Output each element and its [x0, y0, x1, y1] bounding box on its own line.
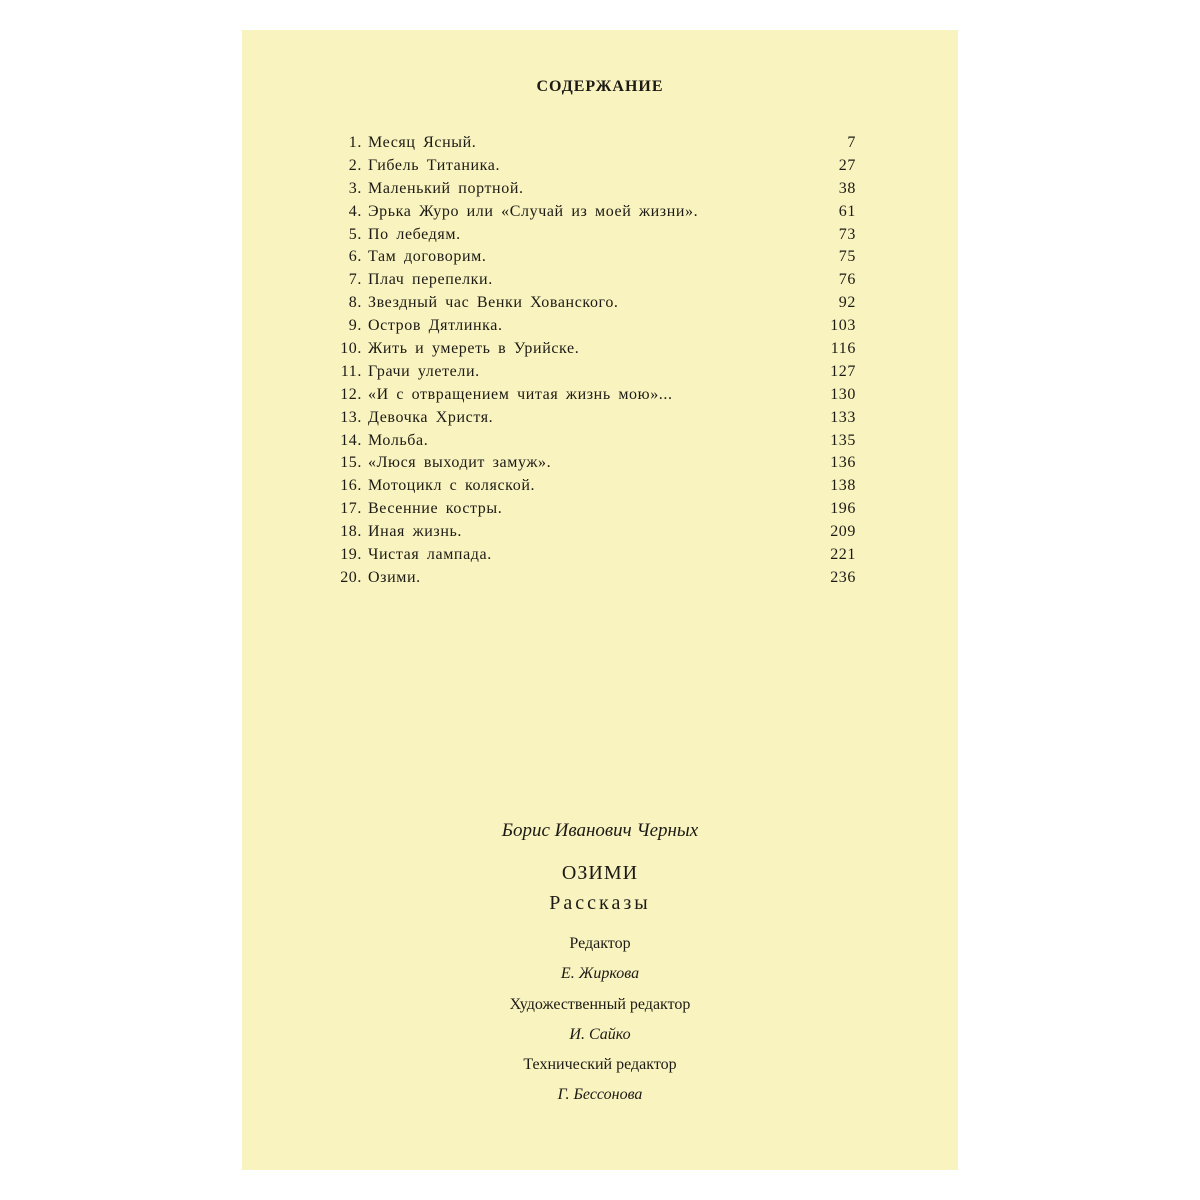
- toc-item-title: Жить и умереть в Урийске.: [368, 340, 580, 358]
- toc-item-title: Эрька Журо или «Случай из моей жизни».: [368, 202, 699, 220]
- toc-item-number: 20.: [340, 568, 362, 586]
- toc-item: [324, 363, 856, 386]
- toc-item: [324, 180, 856, 203]
- toc-item-page: 73: [838, 225, 856, 243]
- toc-item: [324, 340, 856, 363]
- toc-item: [324, 386, 856, 409]
- toc-item-page: 92: [838, 294, 856, 312]
- toc-item: [324, 546, 856, 569]
- toc-item-page: 7: [847, 134, 856, 151]
- toc-item-title: Остров Дятлинка.: [368, 317, 503, 335]
- toc-item-title: Плач перепелки.: [368, 271, 493, 289]
- toc-item-number: 5.: [348, 225, 362, 243]
- toc-item-page: 27: [838, 156, 856, 174]
- toc-item-title: Там договорим.: [368, 248, 487, 266]
- toc-item-number: 11.: [340, 362, 362, 380]
- toc-item: [324, 157, 856, 180]
- toc-item-title: Девочка Христя.: [368, 408, 494, 426]
- toc-item-title: Звездный час Венки Хованского.: [368, 294, 619, 312]
- toc-item-title: Мотоцикл с коляской.: [368, 477, 536, 495]
- toc-item-number: 13.: [340, 408, 362, 426]
- toc-item: [324, 203, 856, 226]
- toc-item-page: 133: [830, 408, 856, 426]
- toc-item-title: Маленький портной.: [368, 179, 524, 197]
- toc-item-number: 16.: [340, 477, 362, 495]
- toc-item-page: 130: [830, 385, 856, 403]
- toc-item-page: 138: [830, 477, 856, 495]
- toc-item-page: 103: [830, 317, 856, 335]
- toc-item-title: Грачи улетели.: [368, 362, 480, 380]
- toc-item-page: 136: [830, 454, 856, 472]
- toc-item-number: 12.: [340, 385, 362, 403]
- toc-item: [324, 523, 856, 546]
- toc-item-page: 236: [830, 568, 856, 586]
- toc-item-number: 15.: [340, 454, 362, 472]
- toc-item-number: 7.: [348, 271, 362, 289]
- toc-item-title: По лебедям.: [368, 225, 461, 243]
- toc-item-page: 221: [830, 546, 856, 564]
- toc-item: [324, 477, 856, 500]
- toc-item: [324, 432, 856, 455]
- toc-item-page: 196: [830, 500, 856, 518]
- toc-item-number: 8.: [348, 294, 362, 312]
- book-subtitle: Рассказы: [549, 892, 651, 914]
- book-title: ОЗИМИ: [561, 862, 639, 884]
- toc-item: [324, 271, 856, 294]
- toc-item-page: 76: [838, 271, 856, 289]
- toc-item-title: Иная жизнь.: [368, 523, 462, 541]
- toc-item-title: Месяц Ясный.: [368, 134, 477, 151]
- toc-item-number: 9.: [348, 317, 362, 335]
- art-editor-name: И. Сайко: [569, 1026, 631, 1043]
- toc-item-number: 6.: [348, 248, 362, 266]
- toc-item-title: Озими.: [368, 568, 421, 586]
- toc-heading: СОДЕРЖАНИЕ: [536, 78, 664, 95]
- toc-item-title: «И с отвращением читая жизнь мою»...: [368, 385, 673, 403]
- toc-item-title: Весенние костры.: [368, 500, 503, 518]
- toc-item-number: 18.: [340, 523, 362, 541]
- toc-item-page: 116: [830, 340, 856, 358]
- toc-item-page: 75: [838, 248, 856, 266]
- toc-item: [324, 294, 856, 317]
- toc-item-number: 14.: [340, 431, 362, 449]
- toc-item-title: Гибель Титаника.: [368, 156, 501, 174]
- toc-item: [324, 317, 856, 340]
- tech-editor-label: Технический редактор: [523, 1056, 677, 1073]
- toc-item: [324, 500, 856, 523]
- toc-item-number: 17.: [340, 500, 362, 518]
- toc-item-title: Мольба.: [368, 431, 429, 449]
- toc-item-number: 4.: [348, 202, 362, 220]
- toc-item-title: Чистая лампада.: [368, 546, 492, 564]
- toc-item-number: 1.: [348, 134, 362, 151]
- author-name: Борис Иванович Черных: [501, 820, 699, 841]
- toc-item-page: 127: [830, 362, 856, 380]
- tech-editor-name: Г. Бессонова: [557, 1086, 643, 1103]
- toc-item-number: 3.: [348, 179, 362, 197]
- toc-item-page: 209: [830, 523, 856, 541]
- toc-item-page: 135: [830, 431, 856, 449]
- toc-item: [324, 409, 856, 432]
- toc-item-page: 61: [838, 202, 856, 220]
- toc-list: [324, 134, 856, 592]
- book-page: [242, 30, 958, 1170]
- editor-label: Редактор: [569, 935, 631, 952]
- toc-item-number: 19.: [340, 546, 362, 564]
- toc-item-number: 10.: [340, 340, 362, 358]
- toc-item: [324, 569, 856, 592]
- toc-item-title: «Люся выходит замуж».: [368, 454, 552, 472]
- editor-name: Е. Жиркова: [560, 965, 640, 982]
- toc-item-number: 2.: [348, 156, 362, 174]
- toc-item: [324, 226, 856, 249]
- toc-item: [324, 454, 856, 477]
- art-editor-label: Художественный редактор: [509, 996, 691, 1013]
- toc-item: [324, 134, 856, 157]
- toc-item-page: 38: [838, 179, 856, 197]
- toc-item: [324, 248, 856, 271]
